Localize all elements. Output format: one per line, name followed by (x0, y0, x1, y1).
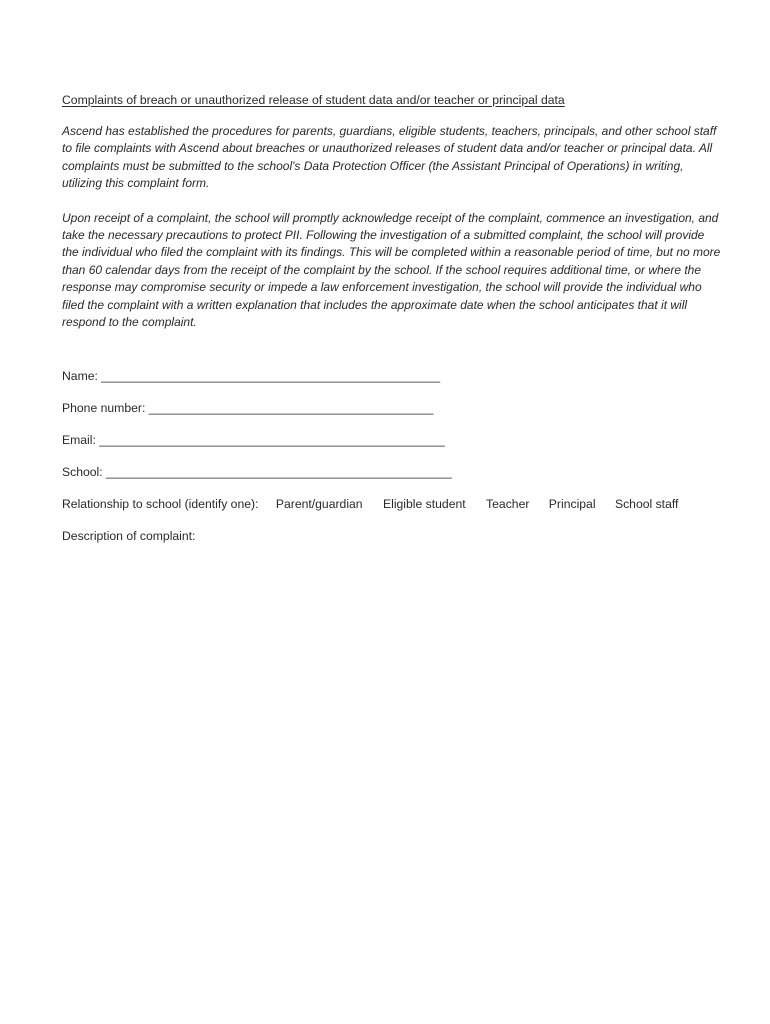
option-school-staff[interactable]: School staff (614, 497, 679, 512)
description-label: Description of complaint: (62, 529, 196, 544)
school-field[interactable] (62, 465, 722, 479)
name-label: Name: (62, 369, 98, 384)
name-line[interactable]: __________________________________________________ (101, 369, 441, 384)
school-line[interactable]: ___________________________________________________ (106, 465, 452, 480)
investigation-paragraph: Upon receipt of a complaint, the school will promptly acknowledge receipt of the complaint, commence an investigation, and take the necessary precautions to protect PII. Following the investigation of a submitted complaint, the school will provide the individual who filed the complaint with its findings. This will be completed within a reasonable period of time, but no more than 60 calendar days from the receipt of the complaint by the school. If the school requires additional time, or where the response may compromise security or impede a law enforcement investigation, the school will provide the individual who filed the complaint with a written explanation that includes the approximate date when the school anticipates that it will respond to the complaint. (62, 210, 721, 330)
option-eligible-student[interactable]: Eligible student (382, 497, 466, 512)
email-label: Email: (62, 433, 96, 448)
document-page (62, 93, 722, 543)
email-field[interactable] (62, 433, 722, 447)
email-line[interactable]: ___________________________________________________ (99, 433, 445, 448)
relationship-label: Relationship to school (identify one): (62, 497, 259, 512)
school-label: School: (62, 465, 103, 480)
option-principal[interactable]: Principal (548, 497, 596, 512)
phone-label: Phone number: (62, 401, 146, 416)
procedures-paragraph: Ascend has established the procedures for parents, guardians, eligible students, teachers, principals, and other school staff to file complaints with Ascend about breaches or unauthorized releases of student data and/or teacher or principal data. All complaints must be submitted to the school's Data Protection Officer (the Assistant Principal of Operations) in writing, utilizing this complaint form. (62, 124, 717, 191)
option-parent-guardian[interactable]: Parent/guardian (275, 497, 363, 512)
name-field[interactable] (62, 369, 722, 383)
phone-field[interactable] (62, 401, 722, 415)
document-title: Complaints of breach or unauthorized release of student data and/or teacher or principal data (62, 93, 565, 107)
option-teacher[interactable]: Teacher (486, 497, 530, 512)
relationship-field (62, 497, 722, 511)
phone-line[interactable]: __________________________________________ (148, 401, 434, 416)
